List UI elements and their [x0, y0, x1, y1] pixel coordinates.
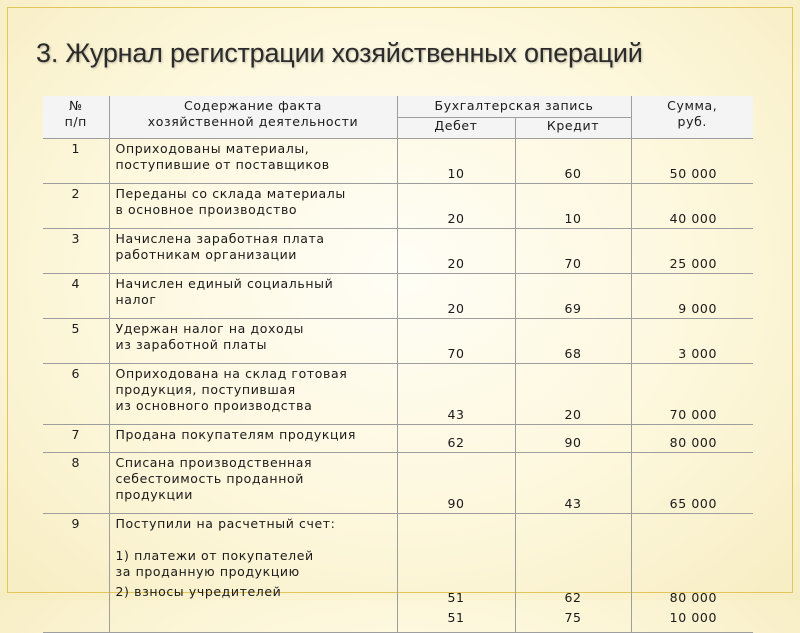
table-row — [43, 364, 753, 425]
row-credit: 68 — [515, 319, 631, 364]
row-description: Начислена заработная плата работникам организации — [109, 229, 397, 274]
row-number: 7 — [43, 425, 109, 453]
row-credit: 60 — [515, 139, 631, 184]
header-description: Содержание факта хозяйственной деятельности — [109, 96, 397, 139]
row-description: Списана производственная себестоимость проданной продукции — [109, 453, 397, 514]
table-row — [43, 139, 753, 184]
row-credit: 43 — [515, 453, 631, 514]
row-sum: 40 000 — [631, 184, 753, 229]
row-credit: 69 — [515, 274, 631, 319]
row-debit: 10 — [397, 139, 515, 184]
row-sum: 80 000 — [631, 425, 753, 453]
slide-title: 3. Журнал регистрации хозяйственных операций — [36, 38, 643, 68]
header-number: № п/п — [43, 96, 109, 139]
table-row — [43, 425, 753, 453]
operations-journal-table — [43, 96, 753, 633]
row-debit: 43 — [397, 364, 515, 425]
row-number: 3 — [43, 229, 109, 274]
row-credit: 70 — [515, 229, 631, 274]
row-sum: 65 000 — [631, 453, 753, 514]
header-credit: Кредит — [515, 118, 631, 139]
row-debit: 90 — [397, 453, 515, 514]
row-sum: 3 000 — [631, 319, 753, 364]
row-number: 9 — [43, 514, 109, 633]
row-description: Удержан налог на доходы из заработной платы — [109, 319, 397, 364]
table-row — [43, 229, 753, 274]
table-body — [43, 139, 753, 514]
row-credit: 10 — [515, 184, 631, 229]
row-number: 6 — [43, 364, 109, 425]
row-description: Оприходованы материалы, поступившие от поставщиков — [109, 139, 397, 184]
row-description: Продана покупателям продукция — [109, 425, 397, 453]
row-number: 1 — [43, 139, 109, 184]
header-debit: Дебет — [397, 118, 515, 139]
row-number: 5 — [43, 319, 109, 364]
row-sum: 50 000 — [631, 139, 753, 184]
row-description: Оприходована на склад готовая продукция, поступившая из основного производства — [109, 364, 397, 425]
row-sum: 70 000 — [631, 364, 753, 425]
header-accounting-entry: Бухгалтерская запись — [397, 96, 631, 118]
header-sum: Сумма, руб. — [631, 96, 753, 139]
row-debit: 20 — [397, 274, 515, 319]
row-debit: 51 51 — [397, 514, 515, 633]
row-description: Переданы со склада материалы в основное производство — [109, 184, 397, 229]
row-number: 8 — [43, 453, 109, 514]
row-debit: 62 — [397, 425, 515, 453]
table-row — [43, 514, 753, 633]
row-sum: 80 000 10 000 — [631, 514, 753, 633]
row-sum: 25 000 — [631, 229, 753, 274]
table-header-row — [43, 96, 753, 118]
table-row — [43, 274, 753, 319]
row-debit: 20 — [397, 184, 515, 229]
table-row — [43, 184, 753, 229]
row-credit: 90 — [515, 425, 631, 453]
row-sum: 9 000 — [631, 274, 753, 319]
row-number: 2 — [43, 184, 109, 229]
row-number: 4 — [43, 274, 109, 319]
row-credit: 62 75 — [515, 514, 631, 633]
row-description: Поступили на расчетный счет: 1) платежи от покупателей за проданную продукцию 2) взносы учредителей — [109, 514, 397, 633]
row-debit: 20 — [397, 229, 515, 274]
table-row — [43, 453, 753, 514]
row-credit: 20 — [515, 364, 631, 425]
table-row — [43, 319, 753, 364]
row-description: Начислен единый социальный налог — [109, 274, 397, 319]
row-debit: 70 — [397, 319, 515, 364]
